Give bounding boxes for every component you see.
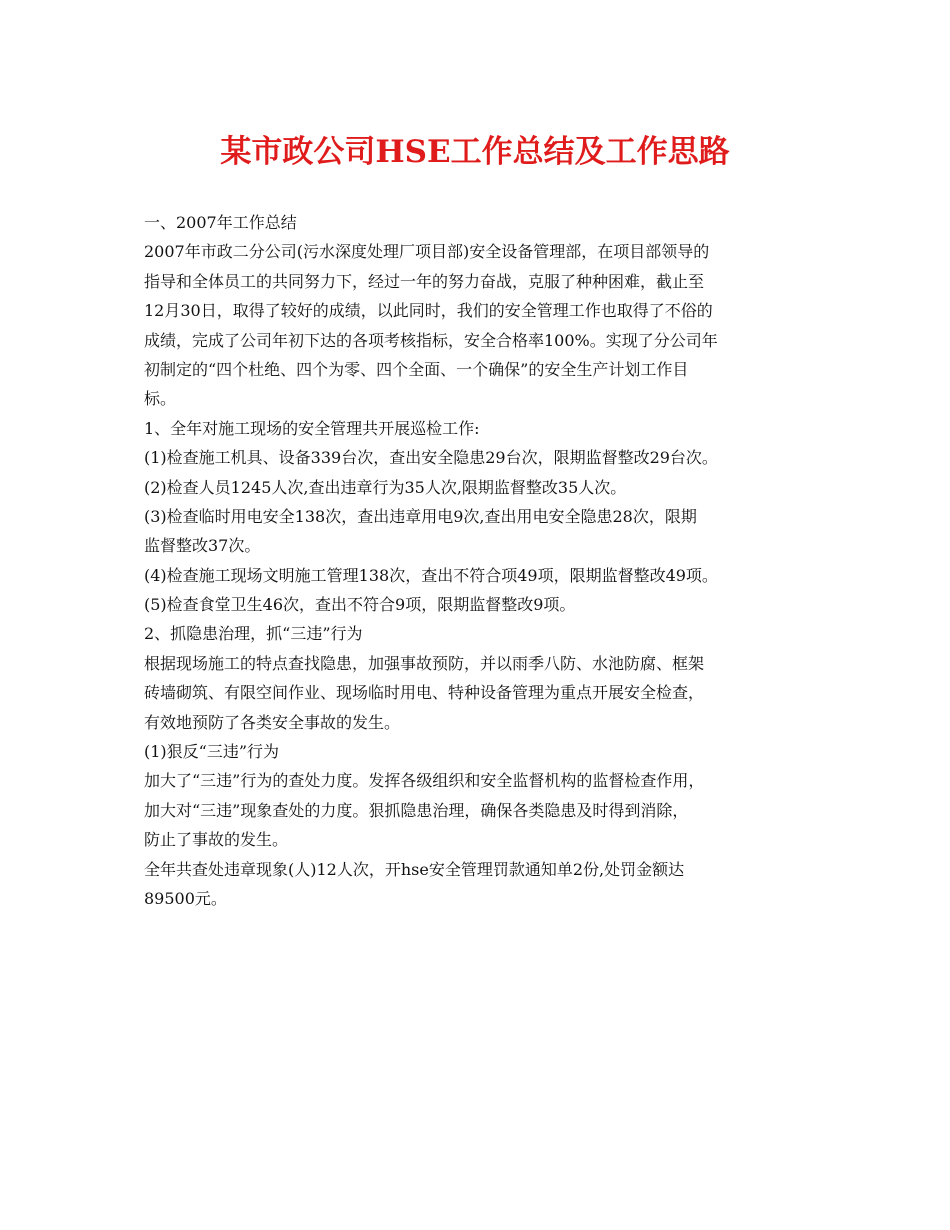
body-line: (1)检查施工机具、设备339台次，查出安全隐患29台次，限期监督整改29台次。 <box>144 448 718 468</box>
body-line: 全年共查处违章现象(人)12人次，开hse安全管理罚款通知单2份,处罚金额达 <box>144 859 685 879</box>
body-line: 砖墙砌筑、有限空间作业、现场临时用电、特种设备管理为重点开展安全检查， <box>144 683 705 703</box>
body-line: (5)检查食堂卫生46次，查出不符合9项，限期监督整改9项。 <box>144 595 576 615</box>
document-body <box>144 208 814 913</box>
body-line: 2007年市政二分公司(污水深度处理厂项目部)安全设备管理部，在项目部领导的 <box>144 242 710 262</box>
body-line: 有效地预防了各类安全事故的发生。 <box>144 712 401 732</box>
body-line: 加大了“三违”行为的查处力度。发挥各级组织和安全监督机构的监督检查作用， <box>144 771 705 791</box>
body-line: 一、2007年工作总结 <box>144 213 297 232</box>
body-line: 指导和全体员工的共同努力下，经过一年的努力奋战，克服了种种困难，截止至 <box>144 271 705 291</box>
body-line: 标。 <box>144 389 177 409</box>
body-line: 初制定的“四个杜绝、四个为零、四个全面、一个确保”的安全生产计划工作目 <box>144 359 689 379</box>
body-line: 加大对“三违”现象查处的力度。狠抓隐患治理，确保各类隐患及时得到消除， <box>144 800 689 820</box>
body-line: 12月30日，取得了较好的成绩，以此同时，我们的安全管理工作也取得了不俗的 <box>144 301 713 321</box>
body-line: 防止了事故的发生。 <box>144 830 289 850</box>
document-title: 某市政公司HSE工作总结及工作思路 <box>220 134 730 170</box>
body-line: (2)检查人员1245人次,查出违章行为35人次,限期监督整改35人次。 <box>144 477 627 497</box>
body-line: 成绩，完成了公司年初下达的各项考核指标，安全合格率100%。实现了分公司年 <box>144 330 718 350</box>
body-line: (3)检查临时用电安全138次，查出违章用电9次,查出用电安全隐患28次，限期 <box>144 506 697 526</box>
body-line: (1)狠反“三违”行为 <box>144 742 280 762</box>
body-line: 2、抓隐患治理，抓“三违”行为 <box>144 624 363 644</box>
body-line: 根据现场施工的特点查找隐患，加强事故预防，并以雨季八防、水池防腐、框架 <box>144 653 705 673</box>
body-line: 监督整改37次。 <box>144 536 261 556</box>
body-line: (4)检查施工现场文明施工管理138次，查出不符合项49项，限期监督整改49项。 <box>144 565 718 585</box>
body-line: 1、全年对施工现场的安全管理共开展巡检工作: <box>144 418 480 438</box>
body-line: 89500元。 <box>144 888 227 908</box>
